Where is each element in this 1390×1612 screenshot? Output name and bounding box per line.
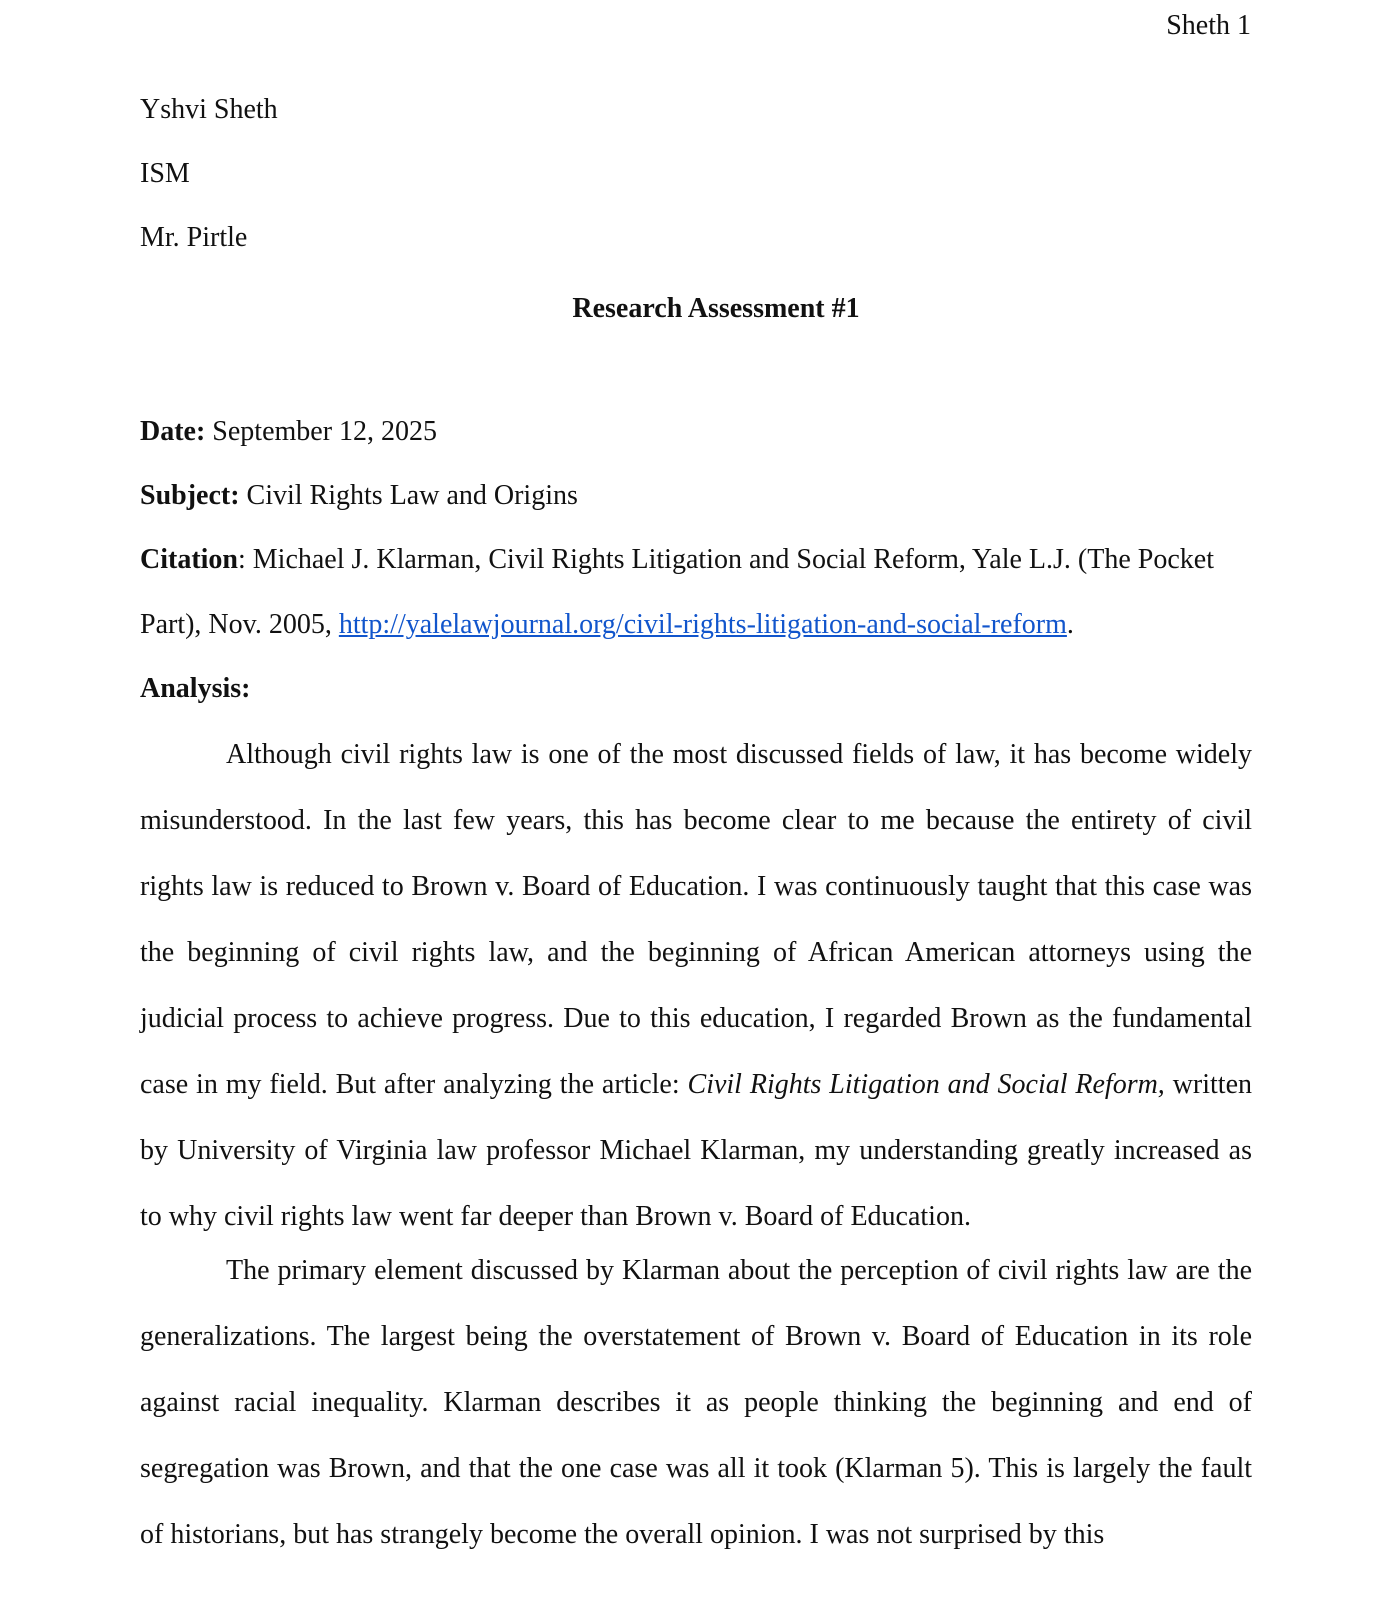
paragraph-1-text-b: written by University of Virginia law professor Michael Klarman, my understanding greatly increased as to why civil rights law went far deeper than Brown v. Board of Education. [140,1069,1253,1232]
subject-line [140,478,578,514]
author-name: Yshvi Sheth [140,94,278,125]
analysis-paragraph-2: The primary element discussed by Klarman about the perception of civil rights law are the generalizations. The largest being the overstatement of Brown v. Board of Education in its role against racial inequality. Klarman describes it as people thinking the beginning and end of segregation was Brown, and that the one case was all it took (Klarman 5). This is largely the fault of historians, but has strangely become the overall opinion. I was not surprised by this [140,1255,1252,1550]
analysis-paragraph-1 [140,722,1252,1250]
course-name: ISM [140,158,190,189]
date-label: Date: [140,416,206,447]
citation-period: . [1066,609,1074,640]
subject-value: Civil Rights Law and Origins [239,480,578,511]
teacher-name: Mr. Pirtle [140,222,248,253]
citation-line-1 [140,542,1214,578]
date-value: September 12, 2025 [205,416,438,447]
page-header: Sheth 1 [1166,10,1251,41]
article-title-italic: Civil Rights Litigation and Social Reform, [687,1069,1165,1100]
citation-link[interactable]: http://yalelawjournal.org/civil-rights-litigation-and-social-reform [338,609,1067,640]
document-title: Research Assessment #1 [572,293,860,324]
citation-line-2 [140,607,1074,643]
date-line [140,414,437,450]
paragraph-1-text-a: Although civil rights law is one of the most discussed fields of law, it has become widely misunderstood. In the last few years, this has become clear to me because the entirety of civil rights law is reduced to Brown v. Board of Education. I was continuously taught that this case was the beginning of civil rights law, and the beginning of African American attorneys using the judicial process to achieve progress. Due to this education, I regarded Brown as the fundamental case in my field. But after analyzing the article: [140,739,1252,1100]
citation-text-1: : Michael J. Klarman, Civil Rights Litigation and Social Reform, Yale L.J. (The Pocket [238,544,1214,575]
subject-label: Subject: [140,480,240,511]
analysis-label: Analysis: [140,673,251,704]
citation-label: Citation [140,544,238,575]
citation-text-2: Part), Nov. 2005, [140,609,339,640]
